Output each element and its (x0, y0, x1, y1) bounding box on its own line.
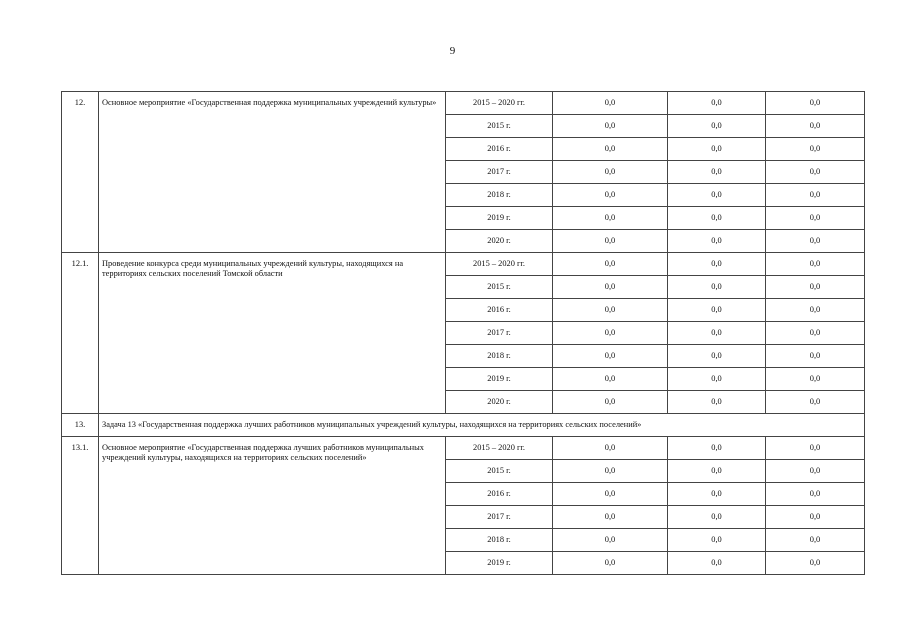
value-cell: 0,0 (668, 437, 766, 460)
value-cell: 0,0 (766, 506, 865, 529)
task-title: Задача 13 «Государственная поддержка лучших работников муниципальных учреждений культуры, находящихся на территориях сельских поселений» (99, 414, 865, 437)
value-cell: 0,0 (553, 529, 668, 552)
period-cell: 2018 г. (446, 529, 553, 552)
period-cell: 2020 г. (446, 391, 553, 414)
period-cell: 2018 г. (446, 184, 553, 207)
value-cell: 0,0 (553, 253, 668, 276)
value-cell: 0,0 (766, 230, 865, 253)
activity-description: Проведение конкурса среди муниципальных учреждений культуры, находящихся на территориях сельских поселений Томской области (99, 253, 446, 414)
table-row (62, 92, 865, 115)
period-cell: 2015 г. (446, 460, 553, 483)
value-cell: 0,0 (668, 184, 766, 207)
value-cell: 0,0 (553, 552, 668, 575)
value-cell: 0,0 (553, 460, 668, 483)
value-cell: 0,0 (553, 437, 668, 460)
value-cell: 0,0 (766, 529, 865, 552)
value-cell: 0,0 (553, 207, 668, 230)
row-number: 12.1. (62, 253, 99, 414)
value-cell: 0,0 (668, 506, 766, 529)
value-cell: 0,0 (766, 184, 865, 207)
value-cell: 0,0 (668, 322, 766, 345)
value-cell: 0,0 (553, 161, 668, 184)
activity-description: Основное мероприятие «Государственная поддержка муниципальных учреждений культуры» (99, 92, 446, 253)
value-cell: 0,0 (668, 299, 766, 322)
value-cell: 0,0 (553, 483, 668, 506)
value-cell: 0,0 (668, 368, 766, 391)
value-cell: 0,0 (553, 506, 668, 529)
period-cell: 2017 г. (446, 161, 553, 184)
value-cell: 0,0 (668, 529, 766, 552)
period-cell: 2015 – 2020 гг. (446, 437, 553, 460)
period-cell: 2016 г. (446, 299, 553, 322)
period-cell: 2019 г. (446, 368, 553, 391)
value-cell: 0,0 (553, 92, 668, 115)
period-cell: 2017 г. (446, 506, 553, 529)
value-cell: 0,0 (668, 138, 766, 161)
period-cell: 2018 г. (446, 345, 553, 368)
value-cell: 0,0 (766, 460, 865, 483)
value-cell: 0,0 (553, 322, 668, 345)
value-cell: 0,0 (553, 276, 668, 299)
value-cell: 0,0 (553, 115, 668, 138)
value-cell: 0,0 (668, 115, 766, 138)
value-cell: 0,0 (668, 253, 766, 276)
value-cell: 0,0 (668, 483, 766, 506)
period-cell: 2019 г. (446, 552, 553, 575)
task-row (62, 414, 865, 437)
value-cell: 0,0 (766, 207, 865, 230)
value-cell: 0,0 (668, 345, 766, 368)
value-cell: 0,0 (668, 276, 766, 299)
value-cell: 0,0 (553, 230, 668, 253)
value-cell: 0,0 (668, 391, 766, 414)
value-cell: 0,0 (553, 299, 668, 322)
value-cell: 0,0 (766, 391, 865, 414)
value-cell: 0,0 (766, 161, 865, 184)
period-cell: 2019 г. (446, 207, 553, 230)
row-number: 13. (62, 414, 99, 437)
value-cell: 0,0 (553, 345, 668, 368)
value-cell: 0,0 (766, 437, 865, 460)
page-number: 9 (449, 45, 456, 57)
value-cell: 0,0 (766, 92, 865, 115)
value-cell: 0,0 (766, 138, 865, 161)
value-cell: 0,0 (553, 368, 668, 391)
table-row (62, 437, 865, 460)
budget-table-body (62, 92, 865, 575)
value-cell: 0,0 (766, 253, 865, 276)
period-cell: 2015 г. (446, 276, 553, 299)
period-cell: 2015 г. (446, 115, 553, 138)
row-number: 13.1. (62, 437, 99, 575)
value-cell: 0,0 (766, 552, 865, 575)
row-number: 12. (62, 92, 99, 253)
value-cell: 0,0 (766, 115, 865, 138)
value-cell: 0,0 (766, 299, 865, 322)
period-cell: 2016 г. (446, 138, 553, 161)
value-cell: 0,0 (668, 161, 766, 184)
value-cell: 0,0 (668, 207, 766, 230)
value-cell: 0,0 (553, 184, 668, 207)
period-cell: 2020 г. (446, 230, 553, 253)
value-cell: 0,0 (668, 230, 766, 253)
value-cell: 0,0 (766, 276, 865, 299)
value-cell: 0,0 (766, 483, 865, 506)
value-cell: 0,0 (553, 138, 668, 161)
period-cell: 2015 – 2020 гг. (446, 253, 553, 276)
value-cell: 0,0 (668, 460, 766, 483)
value-cell: 0,0 (668, 552, 766, 575)
budget-table (61, 91, 865, 575)
value-cell: 0,0 (766, 322, 865, 345)
value-cell: 0,0 (766, 345, 865, 368)
activity-description: Основное мероприятие «Государственная поддержка лучших работников муниципальных учреждений культуры, находящихся на территориях сельских поселений» (99, 437, 446, 575)
value-cell: 0,0 (766, 368, 865, 391)
table-row (62, 253, 865, 276)
period-cell: 2016 г. (446, 483, 553, 506)
period-cell: 2017 г. (446, 322, 553, 345)
value-cell: 0,0 (668, 92, 766, 115)
value-cell: 0,0 (553, 391, 668, 414)
period-cell: 2015 – 2020 гг. (446, 92, 553, 115)
